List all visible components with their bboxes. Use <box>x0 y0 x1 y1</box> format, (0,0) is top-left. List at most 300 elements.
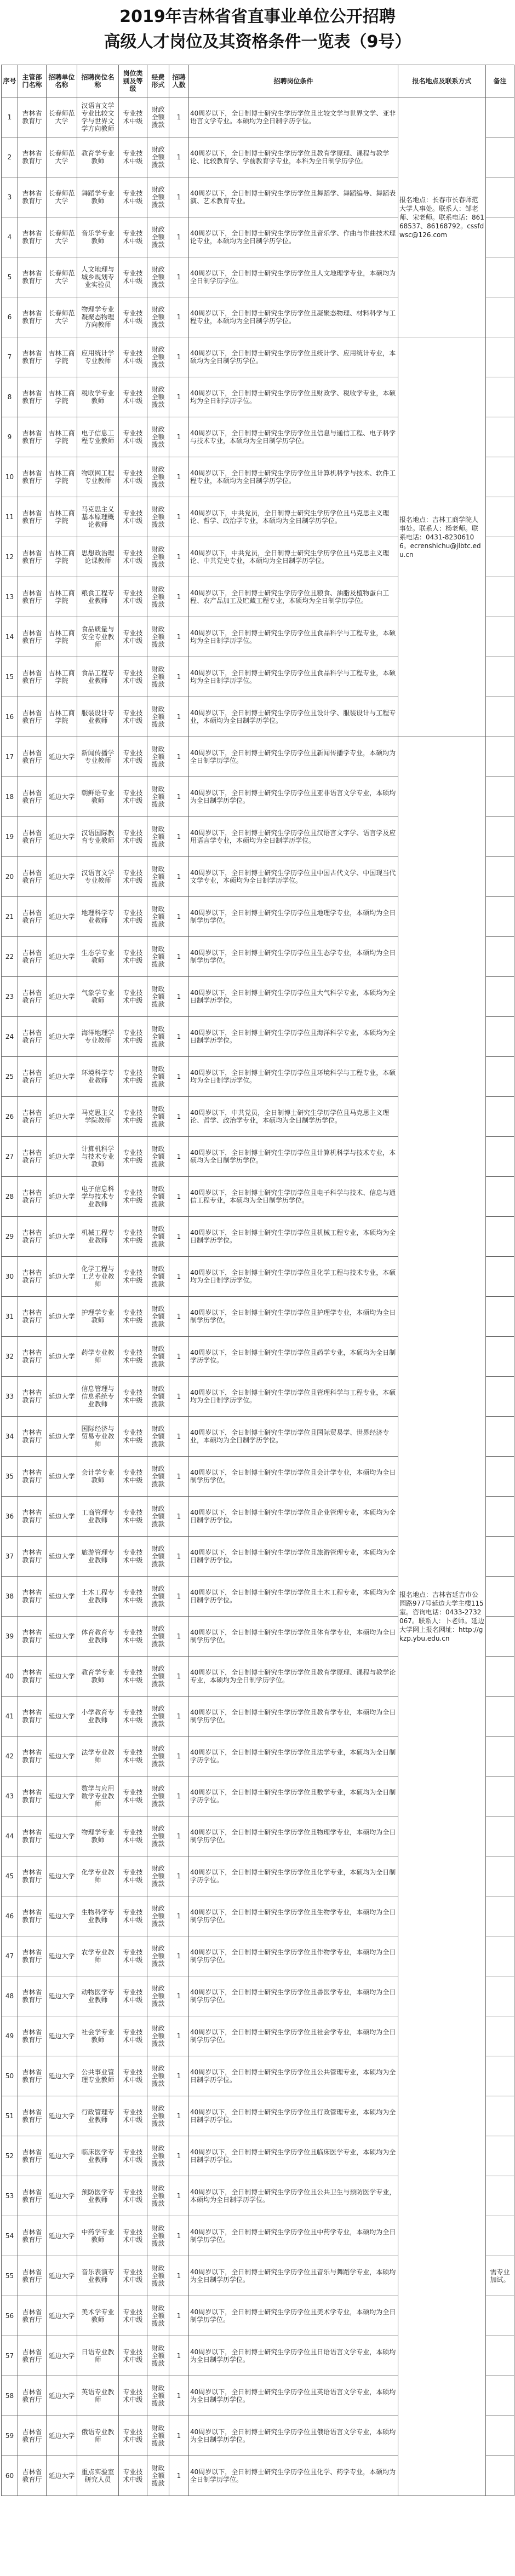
department-cell: 吉林省教育厅 <box>18 497 47 537</box>
department-cell: 吉林省教育厅 <box>18 1776 47 1816</box>
unit-cell: 延边大学 <box>47 1497 77 1537</box>
funding-cell: 财政全额拨款 <box>147 1297 169 1337</box>
department-cell: 吉林省教育厅 <box>18 2336 47 2376</box>
remarks-cell <box>486 497 514 537</box>
headcount-cell: 1 <box>169 177 189 217</box>
post-name-cell: 服装设计专业教师 <box>77 697 119 737</box>
requirements-cell: 40周岁以下，全日制博士研究生学历学位且会计学专业，本硕均为全日制学历学位。 <box>189 1457 398 1497</box>
department-cell: 吉林省教育厅 <box>18 1017 47 1057</box>
post-name-cell: 汉语言文学专业比较文学与世界文学方向教师 <box>77 97 119 137</box>
headcount-cell: 1 <box>169 1457 189 1497</box>
serial-number-cell: 25 <box>2 1057 18 1097</box>
post-level-cell: 专业技术中级 <box>119 2176 147 2216</box>
post-level-cell: 专业技术中级 <box>119 2016 147 2056</box>
requirements-cell: 40周岁以下，全日制博士研究生学历学位且舞蹈学、舞蹈编导、舞蹈表演、艺术教育专业。 <box>189 177 398 217</box>
header-cell: 序号 <box>2 65 18 97</box>
funding-cell: 财政全额拨款 <box>147 1936 169 1976</box>
post-name-cell: 人文地理与城乡规划专业实验员 <box>77 257 119 297</box>
headcount-cell: 1 <box>169 2416 189 2456</box>
post-level-cell: 专业技术中级 <box>119 457 147 497</box>
remarks-cell <box>486 1657 514 1697</box>
funding-cell: 财政全额拨款 <box>147 1457 169 1497</box>
funding-cell: 财政全额拨款 <box>147 977 169 1017</box>
serial-number-cell: 33 <box>2 1377 18 1417</box>
post-level-cell: 专业技术中级 <box>119 1497 147 1537</box>
requirements-cell: 40周岁以下，全日制博士研究生学历学位且教育学原理、课程与教学论专业，本硕均为全日制学历学位。 <box>189 1657 398 1697</box>
unit-cell: 长春师范大学 <box>47 257 77 297</box>
department-cell: 吉林省教育厅 <box>18 97 47 137</box>
serial-number-cell: 46 <box>2 1896 18 1936</box>
serial-number-cell: 57 <box>2 2336 18 2376</box>
post-level-cell: 专业技术中级 <box>119 657 147 697</box>
post-name-cell: 法学专业教师 <box>77 1737 119 1776</box>
post-name-cell: 体育教育专业教师 <box>77 1617 119 1657</box>
requirements-cell: 40周岁以下，全日制博士研究生学历学位且护理学专业，本硕均为全日制学历学位。 <box>189 1297 398 1337</box>
headcount-cell: 1 <box>169 377 189 417</box>
remarks-cell <box>486 1257 514 1297</box>
requirements-cell: 40周岁以下，全日制博士研究生学历学位且中药学专业，本硕均为全日制学历学位。 <box>189 2216 398 2256</box>
post-name-cell: 小学教育专业教师 <box>77 1697 119 1737</box>
unit-cell: 延边大学 <box>47 2136 77 2176</box>
funding-cell: 财政全额拨款 <box>147 2136 169 2176</box>
funding-cell: 财政全额拨款 <box>147 2416 169 2456</box>
unit-cell: 延边大学 <box>47 777 77 817</box>
unit-cell: 延边大学 <box>47 977 77 1017</box>
department-cell: 吉林省教育厅 <box>18 977 47 1017</box>
post-level-cell: 专业技术中级 <box>119 1657 147 1697</box>
remarks-cell: 需专业加试。 <box>486 2256 514 2296</box>
requirements-cell: 40周岁以下，全日制博士研究生学历学位且体育学专业，本硕均为全日制学历学位。 <box>189 1617 398 1657</box>
serial-number-cell: 38 <box>2 1577 18 1617</box>
post-level-cell: 专业技术中级 <box>119 337 147 377</box>
remarks-cell <box>486 217 514 257</box>
department-cell: 吉林省教育厅 <box>18 2296 47 2336</box>
department-cell: 吉林省教育厅 <box>18 897 47 937</box>
unit-cell: 延边大学 <box>47 2216 77 2256</box>
remarks-cell <box>486 2136 514 2176</box>
unit-cell: 延边大学 <box>47 1377 77 1417</box>
table-row <box>2 97 514 137</box>
post-level-cell: 专业技术中级 <box>119 937 147 977</box>
unit-cell: 延边大学 <box>47 1417 77 1457</box>
post-level-cell: 专业技术中级 <box>119 737 147 777</box>
post-name-cell: 临床医学专业教师 <box>77 2136 119 2176</box>
post-name-cell: 海洋地理学专业教师 <box>77 1017 119 1057</box>
headcount-cell: 1 <box>169 137 189 177</box>
funding-cell: 财政全额拨款 <box>147 937 169 977</box>
department-cell: 吉林省教育厅 <box>18 337 47 377</box>
funding-cell: 财政全额拨款 <box>147 1337 169 1377</box>
post-name-cell: 药学专业教师 <box>77 1337 119 1377</box>
post-name-cell: 预防医学专业教师 <box>77 2176 119 2216</box>
post-name-cell: 教育学专业教师 <box>77 137 119 177</box>
remarks-cell <box>486 417 514 457</box>
remarks-cell <box>486 297 514 337</box>
remarks-cell <box>486 2296 514 2336</box>
remarks-cell <box>486 1776 514 1816</box>
headcount-cell: 1 <box>169 1737 189 1776</box>
headcount-cell: 1 <box>169 1337 189 1377</box>
serial-number-cell: 15 <box>2 657 18 697</box>
department-cell: 吉林省教育厅 <box>18 1657 47 1697</box>
funding-cell: 财政全额拨款 <box>147 137 169 177</box>
post-name-cell: 朝鲜语专业教师 <box>77 777 119 817</box>
headcount-cell: 1 <box>169 1816 189 1856</box>
post-name-cell: 应用统计学专业教师 <box>77 337 119 377</box>
post-level-cell: 专业技术中级 <box>119 1017 147 1057</box>
table-row <box>2 337 514 377</box>
remarks-cell <box>486 1976 514 2016</box>
post-name-cell: 计算机科学与技术专业教师 <box>77 1137 119 1177</box>
post-level-cell: 专业技术中级 <box>119 217 147 257</box>
unit-cell: 延边大学 <box>47 1896 77 1936</box>
department-cell: 吉林省教育厅 <box>18 617 47 657</box>
funding-cell: 财政全额拨款 <box>147 2216 169 2256</box>
headcount-cell: 1 <box>169 337 189 377</box>
serial-number-cell: 7 <box>2 337 18 377</box>
requirements-cell: 40周岁以下，全日制博士研究生学历学位且比较文学与世界文学、亚非语言文学专业。本硕均为全日制学历学位。 <box>189 97 398 137</box>
unit-cell: 长春师范大学 <box>47 137 77 177</box>
headcount-cell: 1 <box>169 417 189 457</box>
serial-number-cell: 10 <box>2 457 18 497</box>
funding-cell: 财政全额拨款 <box>147 1057 169 1097</box>
department-cell: 吉林省教育厅 <box>18 1417 47 1457</box>
unit-cell: 长春师范大学 <box>47 177 77 217</box>
post-level-cell: 专业技术中级 <box>119 1577 147 1617</box>
unit-cell: 延边大学 <box>47 897 77 937</box>
department-cell: 吉林省教育厅 <box>18 577 47 617</box>
serial-number-cell: 54 <box>2 2216 18 2256</box>
funding-cell: 财政全额拨款 <box>147 497 169 537</box>
post-level-cell: 专业技术中级 <box>119 377 147 417</box>
headcount-cell: 1 <box>169 297 189 337</box>
post-name-cell: 教育学专业教师 <box>77 1657 119 1697</box>
department-cell: 吉林省教育厅 <box>18 1377 47 1417</box>
post-level-cell: 专业技术中级 <box>119 817 147 857</box>
post-name-cell: 护理学专业教师 <box>77 1297 119 1337</box>
post-name-cell: 信息管理与信息系统专业教师 <box>77 1377 119 1417</box>
header-cell: 报名地点及联系方式 <box>398 65 486 97</box>
remarks-cell <box>486 2376 514 2416</box>
post-name-cell: 日语专业教师 <box>77 2336 119 2376</box>
post-name-cell: 地理科学专业教师 <box>77 897 119 937</box>
serial-number-cell: 14 <box>2 617 18 657</box>
post-name-cell: 物理学专业凝聚态物理方向教师 <box>77 297 119 337</box>
post-level-cell: 专业技术中级 <box>119 417 147 457</box>
serial-number-cell: 51 <box>2 2096 18 2136</box>
serial-number-cell: 8 <box>2 377 18 417</box>
requirements-cell: 40周岁以下，全日制博士研究生学历学位且统计学、应用统计专业，本硕均为全日制学历学位。 <box>189 337 398 377</box>
post-name-cell: 舞蹈学专业教师 <box>77 177 119 217</box>
headcount-cell: 1 <box>169 1697 189 1737</box>
post-level-cell: 专业技术中级 <box>119 137 147 177</box>
requirements-cell: 40周岁以下，全日制博士研究生学历学位且美术学专业，本硕均为全日制学历学位。 <box>189 2296 398 2336</box>
unit-cell: 延边大学 <box>47 857 77 897</box>
post-name-cell: 音乐表演专业教师 <box>77 2256 119 2296</box>
unit-cell: 延边大学 <box>47 737 77 777</box>
post-name-cell: 俄语专业教师 <box>77 2416 119 2456</box>
serial-number-cell: 56 <box>2 2296 18 2336</box>
headcount-cell: 1 <box>169 1097 189 1137</box>
remarks-cell <box>486 337 514 377</box>
unit-cell: 长春师范大学 <box>47 97 77 137</box>
department-cell: 吉林省教育厅 <box>18 1697 47 1737</box>
headcount-cell: 1 <box>169 937 189 977</box>
post-name-cell: 美术学专业教师 <box>77 2296 119 2336</box>
remarks-cell <box>486 817 514 857</box>
header-cell: 经费形式 <box>147 65 169 97</box>
serial-number-cell: 40 <box>2 1657 18 1697</box>
remarks-cell <box>486 1057 514 1097</box>
requirements-cell: 40周岁以下，全日制博士研究生学历学位且汉语言文字学、语言学及应用语言学专业，本硕均为全日制学历学位。 <box>189 817 398 857</box>
department-cell: 吉林省教育厅 <box>18 1497 47 1537</box>
department-cell: 吉林省教育厅 <box>18 1097 47 1137</box>
funding-cell: 财政全额拨款 <box>147 1177 169 1217</box>
requirements-cell: 40周岁以下，全日制博士研究生学历学位且药学专业，本硕均为全日制学历学位。 <box>189 1337 398 1377</box>
department-cell: 吉林省教育厅 <box>18 1617 47 1657</box>
headcount-cell: 1 <box>169 1377 189 1417</box>
funding-cell: 财政全额拨款 <box>147 1377 169 1417</box>
post-level-cell: 专业技术中级 <box>119 1057 147 1097</box>
post-level-cell: 专业技术中级 <box>119 697 147 737</box>
serial-number-cell: 55 <box>2 2256 18 2296</box>
unit-cell: 延边大学 <box>47 1297 77 1337</box>
serial-number-cell: 18 <box>2 777 18 817</box>
funding-cell: 财政全额拨款 <box>147 1856 169 1896</box>
remarks-cell <box>486 1617 514 1657</box>
requirements-cell: 40周岁以下，全日制博士研究生学历学位且凝聚态物理、材料科学与工程专业，本硕均为全日制学历学位。 <box>189 297 398 337</box>
serial-number-cell: 59 <box>2 2416 18 2456</box>
department-cell: 吉林省教育厅 <box>18 137 47 177</box>
post-name-cell: 食品质量与安全专业教师 <box>77 617 119 657</box>
funding-cell: 财政全额拨款 <box>147 457 169 497</box>
post-level-cell: 专业技术中级 <box>119 257 147 297</box>
funding-cell: 财政全额拨款 <box>147 337 169 377</box>
requirements-cell: 40周岁以下，全日制博士研究生学历学位且企业管理专业，本硕均为全日制学历学位。 <box>189 1497 398 1537</box>
post-level-cell: 专业技术中级 <box>119 777 147 817</box>
unit-cell: 延边大学 <box>47 1057 77 1097</box>
requirements-cell: 40周岁以下，全日制博士研究生学历学位且临床医学专业，本硕均为全日制学历学位。 <box>189 2136 398 2176</box>
serial-number-cell: 3 <box>2 177 18 217</box>
remarks-cell <box>486 777 514 817</box>
post-level-cell: 专业技术中级 <box>119 1177 147 1217</box>
funding-cell: 财政全额拨款 <box>147 617 169 657</box>
post-level-cell: 专业技术中级 <box>119 97 147 137</box>
remarks-cell <box>486 1177 514 1217</box>
post-level-cell: 专业技术中级 <box>119 977 147 1017</box>
serial-number-cell: 20 <box>2 857 18 897</box>
requirements-cell: 40周岁以下，中共党员，全日制博士研究生学历学位且马克思主义理论、哲学、政治学专业，本硕均为全日制学历学位。 <box>189 1097 398 1137</box>
post-name-cell: 英语专业教师 <box>77 2376 119 2416</box>
serial-number-cell: 45 <box>2 1856 18 1896</box>
serial-number-cell: 37 <box>2 1537 18 1577</box>
requirements-cell: 40周岁以下，全日制博士研究生学历学位且地理学专业，本硕均为全日制学历学位。 <box>189 897 398 937</box>
headcount-cell: 1 <box>169 497 189 537</box>
header-cell: 备注 <box>486 65 514 97</box>
header-cell: 招聘岗位名称 <box>77 65 119 97</box>
department-cell: 吉林省教育厅 <box>18 1856 47 1896</box>
serial-number-cell: 39 <box>2 1617 18 1657</box>
remarks-cell <box>486 257 514 297</box>
headcount-cell: 1 <box>169 1017 189 1057</box>
headcount-cell: 1 <box>169 457 189 497</box>
requirements-cell: 40周岁以下，全日制博士研究生学历学位且环境科学与工程专业，本硕均为全日制学历学位。 <box>189 1057 398 1097</box>
post-name-cell: 新闻传播学专业教师 <box>77 737 119 777</box>
serial-number-cell: 11 <box>2 497 18 537</box>
department-cell: 吉林省教育厅 <box>18 697 47 737</box>
remarks-cell <box>486 697 514 737</box>
requirements-cell: 40周岁以下，全日制博士研究生学历学位且设计学、服装设计与工程专业，本硕均为全日制学历学位。 <box>189 697 398 737</box>
post-name-cell: 旅游管理专业教师 <box>77 1537 119 1577</box>
serial-number-cell: 53 <box>2 2176 18 2216</box>
department-cell: 吉林省教育厅 <box>18 1137 47 1177</box>
headcount-cell: 1 <box>169 1257 189 1297</box>
unit-cell: 延边大学 <box>47 2056 77 2096</box>
unit-cell: 延边大学 <box>47 1537 77 1577</box>
serial-number-cell: 9 <box>2 417 18 457</box>
funding-cell: 财政全额拨款 <box>147 1976 169 2016</box>
table-body <box>2 97 514 2496</box>
remarks-cell <box>486 937 514 977</box>
requirements-cell: 40周岁以下，全日制博士研究生学历学位且机械工程专业，本硕均为全日制学历学位。 <box>189 1217 398 1257</box>
remarks-cell <box>486 137 514 177</box>
requirements-cell: 40周岁以下，全日制博士研究生学历学位且生态学专业，本硕均为全日制学历学位。 <box>189 937 398 977</box>
serial-number-cell: 60 <box>2 2456 18 2496</box>
post-name-cell: 生物科学专业教师 <box>77 1896 119 1936</box>
serial-number-cell: 29 <box>2 1217 18 1257</box>
department-cell: 吉林省教育厅 <box>18 1737 47 1776</box>
headcount-cell: 1 <box>169 857 189 897</box>
unit-cell: 延边大学 <box>47 2456 77 2496</box>
department-cell: 吉林省教育厅 <box>18 177 47 217</box>
department-cell: 吉林省教育厅 <box>18 1057 47 1097</box>
requirements-cell: 40周岁以下，全日制博士研究生学历学位且物理学专业，本硕均为全日制学历学位。 <box>189 1816 398 1856</box>
post-level-cell: 专业技术中级 <box>119 1337 147 1377</box>
funding-cell: 财政全额拨款 <box>147 1816 169 1856</box>
unit-cell: 延边大学 <box>47 1017 77 1057</box>
serial-number-cell: 28 <box>2 1177 18 1217</box>
post-level-cell: 专业技术中级 <box>119 177 147 217</box>
department-cell: 吉林省教育厅 <box>18 2416 47 2456</box>
headcount-cell: 1 <box>169 2096 189 2136</box>
unit-cell: 延边大学 <box>47 2376 77 2416</box>
post-level-cell: 专业技术中级 <box>119 537 147 577</box>
post-level-cell: 专业技术中级 <box>119 2216 147 2256</box>
unit-cell: 长春师范大学 <box>47 217 77 257</box>
requirements-cell: 40周岁以下，中共党员，全日制博士研究生学历学位且马克思主义理论、哲学、政治学专业，本硕均为全日制学历学位。 <box>189 497 398 537</box>
post-name-cell: 工商管理专业教师 <box>77 1497 119 1537</box>
requirements-cell: 40周岁以下，全日制博士研究生学历学位且财政学、税收学专业，本硕均为全日制学历学位。 <box>189 377 398 417</box>
remarks-cell <box>486 177 514 217</box>
post-name-cell: 行政管理专业教师 <box>77 2096 119 2136</box>
remarks-cell <box>486 97 514 137</box>
recruitment-table <box>1 65 514 2496</box>
funding-cell: 财政全额拨款 <box>147 657 169 697</box>
headcount-cell: 1 <box>169 1936 189 1976</box>
funding-cell: 财政全额拨款 <box>147 2256 169 2296</box>
unit-cell: 延边大学 <box>47 1657 77 1697</box>
department-cell: 吉林省教育厅 <box>18 2056 47 2096</box>
funding-cell: 财政全额拨款 <box>147 1417 169 1457</box>
department-cell: 吉林省教育厅 <box>18 817 47 857</box>
department-cell: 吉林省教育厅 <box>18 1896 47 1936</box>
post-level-cell: 专业技术中级 <box>119 897 147 937</box>
funding-cell: 财政全额拨款 <box>147 777 169 817</box>
unit-cell: 延边大学 <box>47 1776 77 1816</box>
department-cell: 吉林省教育厅 <box>18 1457 47 1497</box>
headcount-cell: 1 <box>169 777 189 817</box>
headcount-cell: 1 <box>169 977 189 1017</box>
department-cell: 吉林省教育厅 <box>18 417 47 457</box>
department-cell: 吉林省教育厅 <box>18 777 47 817</box>
department-cell: 吉林省教育厅 <box>18 1976 47 2016</box>
requirements-cell: 40周岁以下，全日制博士研究生学历学位且教育学原理、课程与教学论、比较教育学、学前教育学专业，本科为全日制学历学位。 <box>189 137 398 177</box>
remarks-cell <box>486 617 514 657</box>
headcount-cell: 1 <box>169 1297 189 1337</box>
post-level-cell: 专业技术中级 <box>119 1457 147 1497</box>
department-cell: 吉林省教育厅 <box>18 457 47 497</box>
headcount-cell: 1 <box>169 1497 189 1537</box>
post-level-cell: 专业技术中级 <box>119 1816 147 1856</box>
serial-number-cell: 58 <box>2 2376 18 2416</box>
unit-cell: 吉林工商学院 <box>47 337 77 377</box>
funding-cell: 财政全额拨款 <box>147 1537 169 1577</box>
table-row <box>2 737 514 777</box>
funding-cell: 财政全额拨款 <box>147 1776 169 1816</box>
post-name-cell: 重点实验室研究人员 <box>77 2456 119 2496</box>
serial-number-cell: 36 <box>2 1497 18 1537</box>
department-cell: 吉林省教育厅 <box>18 1577 47 1617</box>
post-level-cell: 专业技术中级 <box>119 2336 147 2376</box>
department-cell: 吉林省教育厅 <box>18 1217 47 1257</box>
headcount-cell: 1 <box>169 2136 189 2176</box>
unit-cell: 延边大学 <box>47 1137 77 1177</box>
remarks-cell <box>486 457 514 497</box>
unit-cell: 延边大学 <box>47 2176 77 2216</box>
remarks-cell <box>486 657 514 697</box>
post-name-cell: 数学与应用数学专业教师 <box>77 1776 119 1816</box>
post-level-cell: 专业技术中级 <box>119 2096 147 2136</box>
serial-number-cell: 2 <box>2 137 18 177</box>
department-cell: 吉林省教育厅 <box>18 2456 47 2496</box>
requirements-cell: 40周岁以下，全日制博士研究生学历学位且化学工程与技术专业，本硕均为全日制学历学位。 <box>189 1257 398 1297</box>
unit-cell: 延边大学 <box>47 1856 77 1896</box>
funding-cell: 财政全额拨款 <box>147 857 169 897</box>
funding-cell: 财政全额拨款 <box>147 1217 169 1257</box>
unit-cell: 延边大学 <box>47 1577 77 1617</box>
unit-cell: 延边大学 <box>47 1976 77 2016</box>
requirements-cell: 40周岁以下，全日制博士研究生学历学位且中国古代文学、中国现当代文学专业，本硕均为全日制学历学位。 <box>189 857 398 897</box>
headcount-cell: 1 <box>169 1537 189 1577</box>
post-name-cell: 气象学专业教师 <box>77 977 119 1017</box>
headcount-cell: 1 <box>169 1776 189 1816</box>
remarks-cell <box>486 1697 514 1737</box>
unit-cell: 吉林工商学院 <box>47 377 77 417</box>
requirements-cell: 40周岁以下，全日制博士研究生学历学位且公共卫生与预防医学专业，本硕均为全日制学历学位。 <box>189 2176 398 2216</box>
post-name-cell: 物联网工程专业教师 <box>77 457 119 497</box>
remarks-cell <box>486 897 514 937</box>
post-name-cell: 动物医学专业教师 <box>77 1976 119 2016</box>
funding-cell: 财政全额拨款 <box>147 2176 169 2216</box>
serial-number-cell: 1 <box>2 97 18 137</box>
post-level-cell: 专业技术中级 <box>119 1537 147 1577</box>
serial-number-cell: 13 <box>2 577 18 617</box>
requirements-cell: 40周岁以下，全日制博士研究生学历学位且电子科学与技术、信息与通信工程专业，本硕均为全日制学历学位。 <box>189 1177 398 1217</box>
remarks-cell <box>486 1896 514 1936</box>
funding-cell: 财政全额拨款 <box>147 577 169 617</box>
remarks-cell <box>486 2216 514 2256</box>
post-level-cell: 专业技术中级 <box>119 857 147 897</box>
